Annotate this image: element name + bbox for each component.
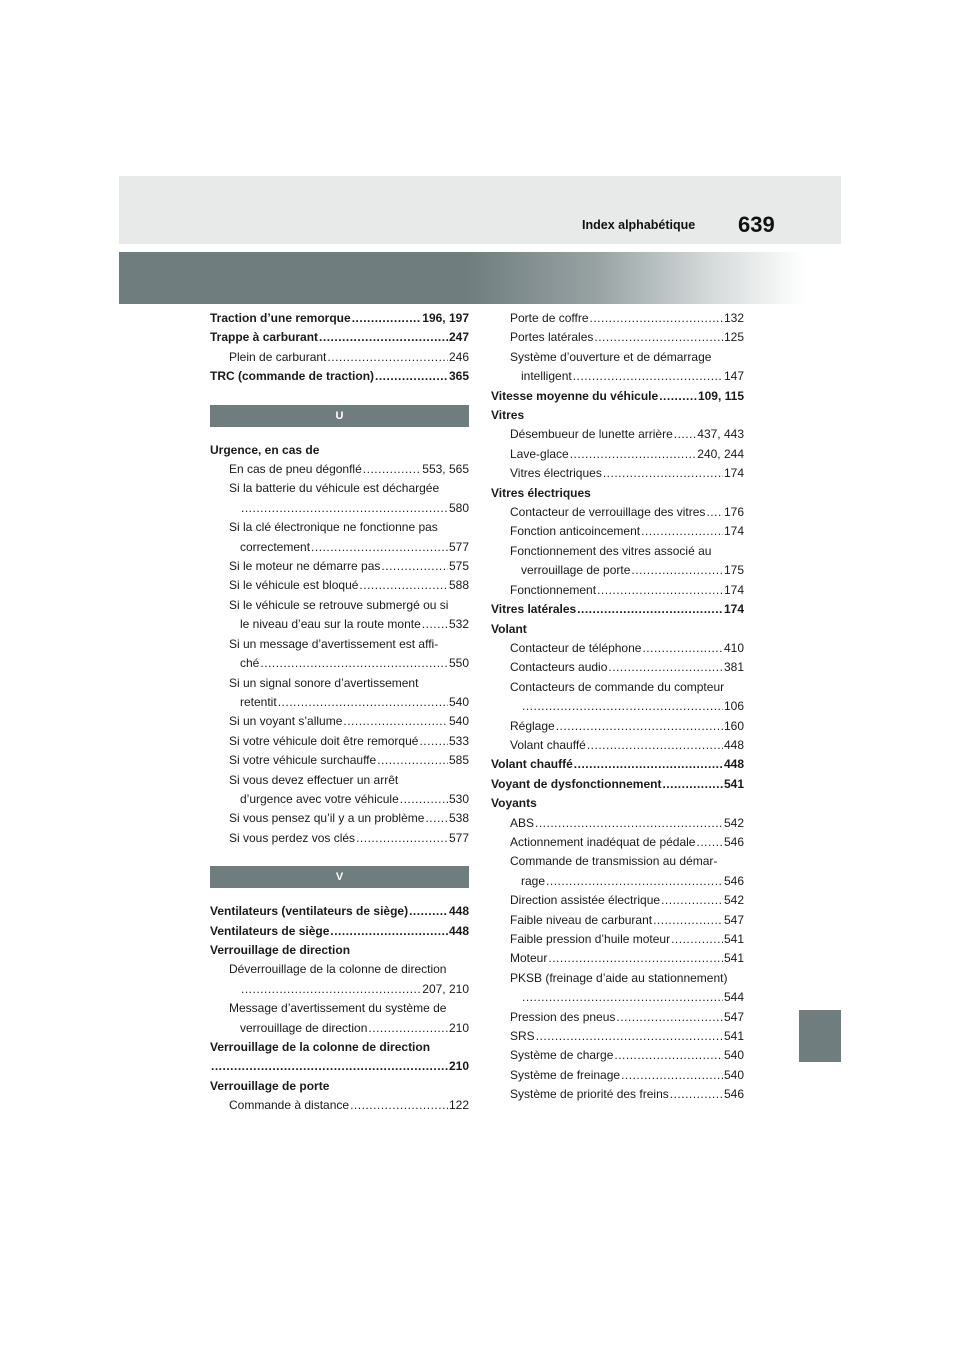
index-entry: [491, 833, 744, 852]
index-entry-label: Pression des pneus: [510, 1009, 616, 1024]
index-entry-label: Volant chauffé: [491, 757, 573, 772]
index-entry-page: 106: [723, 699, 744, 714]
index-entry: [210, 557, 469, 576]
index-entry-page: 585: [448, 753, 469, 768]
index-entry-label: Lave-glace: [510, 446, 569, 461]
dot-leader: [671, 930, 723, 949]
index-entry-page: 547: [723, 1009, 744, 1024]
dot-leader: [670, 1085, 723, 1104]
index-entry: [210, 732, 469, 751]
index-entry-page: 448: [723, 757, 744, 772]
index-entry-label: SRS: [510, 1029, 535, 1044]
index-entry-label: Vitres électriques: [510, 466, 602, 481]
dot-leader: [319, 328, 448, 347]
dot-leader: [425, 809, 448, 828]
dot-leader: [419, 732, 448, 751]
index-entry: [491, 988, 744, 1007]
dot-leader: [546, 872, 723, 891]
dot-leader: [330, 922, 448, 941]
dot-leader: [356, 829, 448, 848]
index-entry-label: Faible pression d’huile moteur: [510, 932, 671, 946]
index-entry: [491, 717, 744, 736]
index-group-t: [210, 309, 469, 387]
dot-leader: [377, 751, 448, 770]
index-entry-label: En cas de pneu dégonflé: [229, 462, 362, 477]
index-entry: [491, 1066, 744, 1085]
index-entry-page: 196, 197: [422, 311, 469, 325]
index-entry: [491, 697, 744, 716]
dot-leader: [570, 445, 697, 464]
index-heading: Fonctionnement des vitres associé au: [510, 543, 712, 558]
index-group-u: [210, 460, 469, 848]
index-entry-label: Contacteurs audio: [510, 660, 608, 675]
dot-leader: [359, 576, 448, 595]
index-entry: [491, 425, 744, 444]
index-entry-page: 174: [723, 602, 744, 617]
dot-leader: [260, 654, 448, 673]
dot-leader: [556, 717, 723, 736]
index-entry-page: 365: [448, 369, 469, 384]
index-heading: Voyants: [491, 796, 537, 811]
index-entry-label: Système de freinage: [510, 1067, 621, 1082]
dot-leader: [642, 639, 723, 658]
index-entry-page: 541: [723, 776, 744, 791]
index-entry-page: 588: [448, 578, 469, 593]
dot-leader: [621, 1066, 723, 1085]
index-entry-label: Réglage: [510, 718, 555, 733]
index-entry-page: 410: [723, 640, 744, 655]
index-entry: [210, 367, 469, 386]
index-entry-page: 122: [448, 1098, 469, 1113]
index-entry-page: 530: [448, 791, 469, 806]
dot-leader: [577, 600, 723, 619]
index-column-left: [210, 309, 469, 1116]
index-entry-label: ché: [240, 656, 260, 671]
index-entry: [210, 790, 469, 809]
index-entry-label: Faible niveau de carburant: [510, 912, 653, 927]
index-entry-label: Fonctionnement: [510, 582, 597, 597]
index-heading: Verrouillage de porte: [210, 1078, 330, 1093]
dot-leader: [422, 615, 448, 634]
dot-leader: [631, 561, 723, 580]
index-entry-page: 580: [448, 500, 469, 515]
index-entry: [491, 367, 744, 386]
index-entry: [210, 348, 469, 367]
index-entry-page: 240, 244: [697, 446, 744, 461]
index-entry: [491, 658, 744, 677]
dot-leader: [363, 460, 422, 479]
index-entry-label: Système de charge: [510, 1048, 614, 1063]
index-group-v-continued: [491, 309, 744, 1105]
index-heading: Si la batterie du véhicule est déchargée: [229, 481, 440, 496]
index-entry: [210, 902, 469, 921]
index-entry-page: 540: [448, 714, 469, 729]
index-entry: [491, 814, 744, 833]
index-entry-page: 540: [723, 1048, 744, 1063]
dot-leader: [535, 814, 723, 833]
index-group-v: [210, 902, 469, 1115]
index-entry-label: TRC (commande de traction): [210, 369, 375, 384]
dot-leader: [548, 949, 723, 968]
index-heading: Verrouillage de la colonne de direction: [210, 1040, 431, 1054]
index-entry-label: verrouillage de direction: [240, 1020, 368, 1035]
index-entry-label: rage: [521, 873, 546, 888]
index-entry-page: 541: [723, 1029, 744, 1044]
index-entry-page: 437, 443: [697, 427, 744, 442]
dot-leader: [653, 911, 723, 930]
index-entry-label: intelligent: [521, 369, 572, 384]
index-heading: Si un signal sonore d’avertissement: [229, 675, 419, 690]
page-title: Index alphabétique: [582, 218, 696, 232]
dot-leader: [522, 988, 723, 1007]
index-entry-label: Si le moteur ne démarre pas: [229, 559, 381, 574]
index-heading: Vitres électriques: [491, 485, 591, 500]
index-entry: [491, 503, 744, 522]
index-entry-label: correctement: [240, 539, 311, 554]
index-entry-page: 174: [723, 466, 744, 481]
dot-leader: [241, 499, 448, 518]
index-entry-page: 246: [448, 349, 469, 364]
index-entry-label: Système de priorité des freins: [510, 1087, 669, 1102]
header-gradient-bar: [119, 252, 841, 304]
dot-leader: [327, 348, 448, 367]
index-entry-page: 247: [448, 330, 469, 345]
index-entry-page: 553, 565: [422, 462, 469, 477]
index-entry-page: 546: [723, 873, 744, 888]
index-entry-page: 577: [448, 830, 469, 845]
index-heading: Système d’ouverture et de démarrage: [510, 349, 712, 364]
index-entry-label: Désembueur de lunette arrière: [510, 427, 673, 442]
index-entry-label: Actionnement inadéquat de pédale: [510, 834, 696, 849]
dot-leader: [343, 712, 448, 731]
index-entry: [491, 309, 744, 328]
index-heading: Si le véhicule se retrouve submergé ou si: [229, 597, 449, 612]
index-entry-page: 532: [448, 617, 469, 632]
dot-leader: [409, 902, 448, 921]
dot-leader: [597, 581, 723, 600]
header-band: [119, 176, 841, 244]
dot-leader: [590, 309, 723, 328]
index-entry-page: 448: [723, 737, 744, 752]
dot-leader: [350, 1096, 448, 1115]
dot-leader: [311, 538, 448, 557]
index-entry-page: 174: [723, 582, 744, 597]
index-entry-label: Si vous pensez qu’il y a un problème: [229, 811, 425, 826]
index-entry-page: 540: [723, 1067, 744, 1082]
index-entry-page: 381: [723, 660, 744, 675]
index-entry-label: Volant chauffé: [510, 737, 586, 752]
page-number: 639: [738, 212, 775, 237]
index-entry-label: Trappe à carburant: [210, 330, 319, 345]
dot-leader: [587, 736, 723, 755]
index-entry-label: d’urgence avec votre véhicule: [240, 791, 399, 806]
index-entry: [491, 561, 744, 580]
index-entry-page: 540: [448, 694, 469, 709]
dot-leader: [278, 693, 448, 712]
index-entry-label: Si un voyant s’allume: [229, 714, 343, 729]
index-entry-label: Ventilateurs (ventilateurs de siège): [210, 904, 409, 919]
index-entry: [210, 922, 469, 941]
index-entry-page: 544: [723, 990, 744, 1005]
index-entry: [491, 872, 744, 891]
index-heading: Contacteurs de commande du compteur: [510, 679, 725, 694]
index-entry-page: 160: [723, 718, 744, 733]
index-entry-label: le niveau d’eau sur la route monte: [240, 617, 421, 632]
index-entry-label: Moteur: [510, 951, 548, 966]
index-entry: [210, 576, 469, 595]
index-entry-label: Commande à distance: [229, 1098, 350, 1113]
index-entry-page: 132: [723, 311, 744, 325]
index-entry-label: Voyant de dysfonctionnement: [491, 776, 662, 791]
index-heading: Déverrouillage de la colonne de direction: [229, 962, 447, 977]
dot-leader: [616, 1008, 723, 1027]
index-entry: [491, 1085, 744, 1104]
index-heading: Volant: [491, 621, 527, 636]
dot-leader: [706, 503, 723, 522]
index-entry-page: 538: [448, 811, 469, 826]
index-entry: [210, 829, 469, 848]
index-entry-label: Traction d’une remorque: [210, 311, 351, 325]
section-header-u: U: [210, 405, 469, 427]
index-entry: [491, 736, 744, 755]
index-entry: [210, 328, 469, 347]
index-entry: [491, 755, 744, 774]
index-entry: [491, 387, 744, 406]
index-entry-label: Si votre véhicule doit être remorqué: [229, 733, 419, 748]
dot-leader: [603, 464, 723, 483]
index-entry-page: 125: [723, 330, 744, 345]
index-heading-urgence: Urgence, en cas de: [210, 442, 320, 457]
dot-leader: [573, 367, 723, 386]
index-entry-page: 448: [448, 923, 469, 938]
index-entry-label: retentit: [240, 694, 277, 709]
dot-leader: [662, 775, 723, 794]
index-heading: Si la clé électronique ne fonctionne pas: [229, 520, 438, 535]
index-heading: Si un message d’avertissement est affi-: [229, 636, 439, 651]
index-entry: [210, 615, 469, 634]
dot-leader: [368, 1019, 448, 1038]
dot-leader: [375, 367, 448, 386]
index-entry-page: 575: [448, 559, 469, 574]
index-entry: [210, 460, 469, 479]
index-entry-page: 550: [448, 656, 469, 671]
index-entry-page: 546: [723, 1087, 744, 1102]
dot-leader: [641, 522, 723, 541]
index-entry-page: 207, 210: [422, 981, 469, 996]
index-entry-label: Portes latérales: [510, 330, 594, 345]
index-entry-label: Ventilateurs de siège: [210, 923, 330, 938]
dot-leader: [659, 387, 697, 406]
dot-leader: [574, 755, 723, 774]
index-entry-page: 174: [723, 524, 744, 539]
index-heading: PKSB (freinage d’aide au stationnement): [510, 970, 728, 985]
index-entry: [210, 693, 469, 712]
dot-leader: [594, 328, 723, 347]
index-entry-page: 210: [448, 1059, 469, 1074]
section-header-v: V: [210, 866, 469, 888]
index-entry: [210, 1057, 469, 1076]
index-heading: Message d’avertissement du système de: [229, 1001, 447, 1016]
index-entry: [491, 639, 744, 658]
index-entry-page: 175: [723, 563, 744, 578]
index-entry-page: 210: [448, 1020, 469, 1035]
index-entry: [491, 911, 744, 930]
index-entry: [491, 1046, 744, 1065]
index-heading: Si vous devez effectuer un arrêt: [229, 772, 399, 787]
index-entry-label: Si vous perdez vos clés: [229, 830, 356, 845]
index-entry: [210, 751, 469, 770]
index-entry: [210, 809, 469, 828]
index-entry-page: 546: [723, 834, 744, 849]
dot-leader: [674, 425, 697, 444]
index-entry-label: Direction assistée électrique: [510, 893, 661, 908]
index-entry: [210, 1096, 469, 1115]
index-entry: [210, 499, 469, 518]
index-entry: [210, 538, 469, 557]
index-entry: [491, 522, 744, 541]
index-entry-label: Contacteur de téléphone: [510, 640, 642, 655]
dot-leader: [352, 309, 422, 328]
index-entry-label: Si le véhicule est bloqué: [229, 578, 359, 593]
index-entry-page: 176: [723, 505, 744, 520]
index-entry: [491, 464, 744, 483]
index-entry-page: 541: [723, 932, 744, 946]
index-entry-page: 542: [723, 893, 744, 908]
index-entry-label: Porte de coffre: [510, 311, 589, 325]
index-column-right: [491, 309, 744, 1105]
index-entry-label: Plein de carburant: [229, 349, 327, 364]
dot-leader: [211, 1057, 448, 1076]
index-entry-label: Contacteur de verrouillage des vitres: [510, 505, 706, 520]
index-entry-page: 577: [448, 539, 469, 554]
dot-leader: [696, 833, 722, 852]
dot-leader: [400, 790, 448, 809]
index-entry-label: Fonction anticoincement: [510, 524, 641, 539]
index-entry: [210, 1019, 469, 1038]
index-entry: [210, 654, 469, 673]
index-entry: [491, 328, 744, 347]
index-entry: [491, 1027, 744, 1046]
index-heading: Commande de transmission au démar-: [510, 854, 718, 869]
dot-leader: [614, 1046, 723, 1065]
dot-leader: [661, 891, 723, 910]
index-entry-page: 542: [723, 815, 744, 830]
index-entry: [491, 949, 744, 968]
index-entry-page: 547: [723, 912, 744, 927]
index-entry-label: verrouillage de porte: [521, 563, 631, 578]
index-entry-page: 533: [448, 733, 469, 748]
index-entry: [491, 891, 744, 910]
index-heading: Vitres: [491, 408, 525, 423]
index-entry-label: Vitres latérales: [491, 602, 577, 617]
index-entry-label: Si votre véhicule surchauffe: [229, 753, 377, 768]
index-heading: Verrouillage de direction: [210, 942, 351, 957]
index-entry-page: 448: [448, 904, 469, 919]
dot-leader: [241, 980, 421, 999]
chapter-side-tab: [799, 1010, 841, 1062]
index-entry-page: 541: [723, 951, 744, 966]
index-entry: [491, 600, 744, 619]
index-entry-page: 147: [723, 369, 744, 384]
index-entry: [491, 930, 744, 949]
index-entry: [491, 581, 744, 600]
dot-leader: [381, 557, 448, 576]
index-entry: [210, 309, 469, 328]
dot-leader: [522, 697, 723, 716]
index-entry-label: ABS: [510, 815, 535, 830]
index-entry: [210, 712, 469, 731]
dot-leader: [608, 658, 723, 677]
index-entry-label: Vitesse moyenne du véhicule: [491, 388, 659, 403]
index-entry: [491, 775, 744, 794]
index-entry: [491, 1008, 744, 1027]
index-entry: [491, 445, 744, 464]
index-entry-page: 109, 115: [697, 388, 744, 403]
dot-leader: [536, 1027, 723, 1046]
index-entry: [210, 980, 469, 999]
